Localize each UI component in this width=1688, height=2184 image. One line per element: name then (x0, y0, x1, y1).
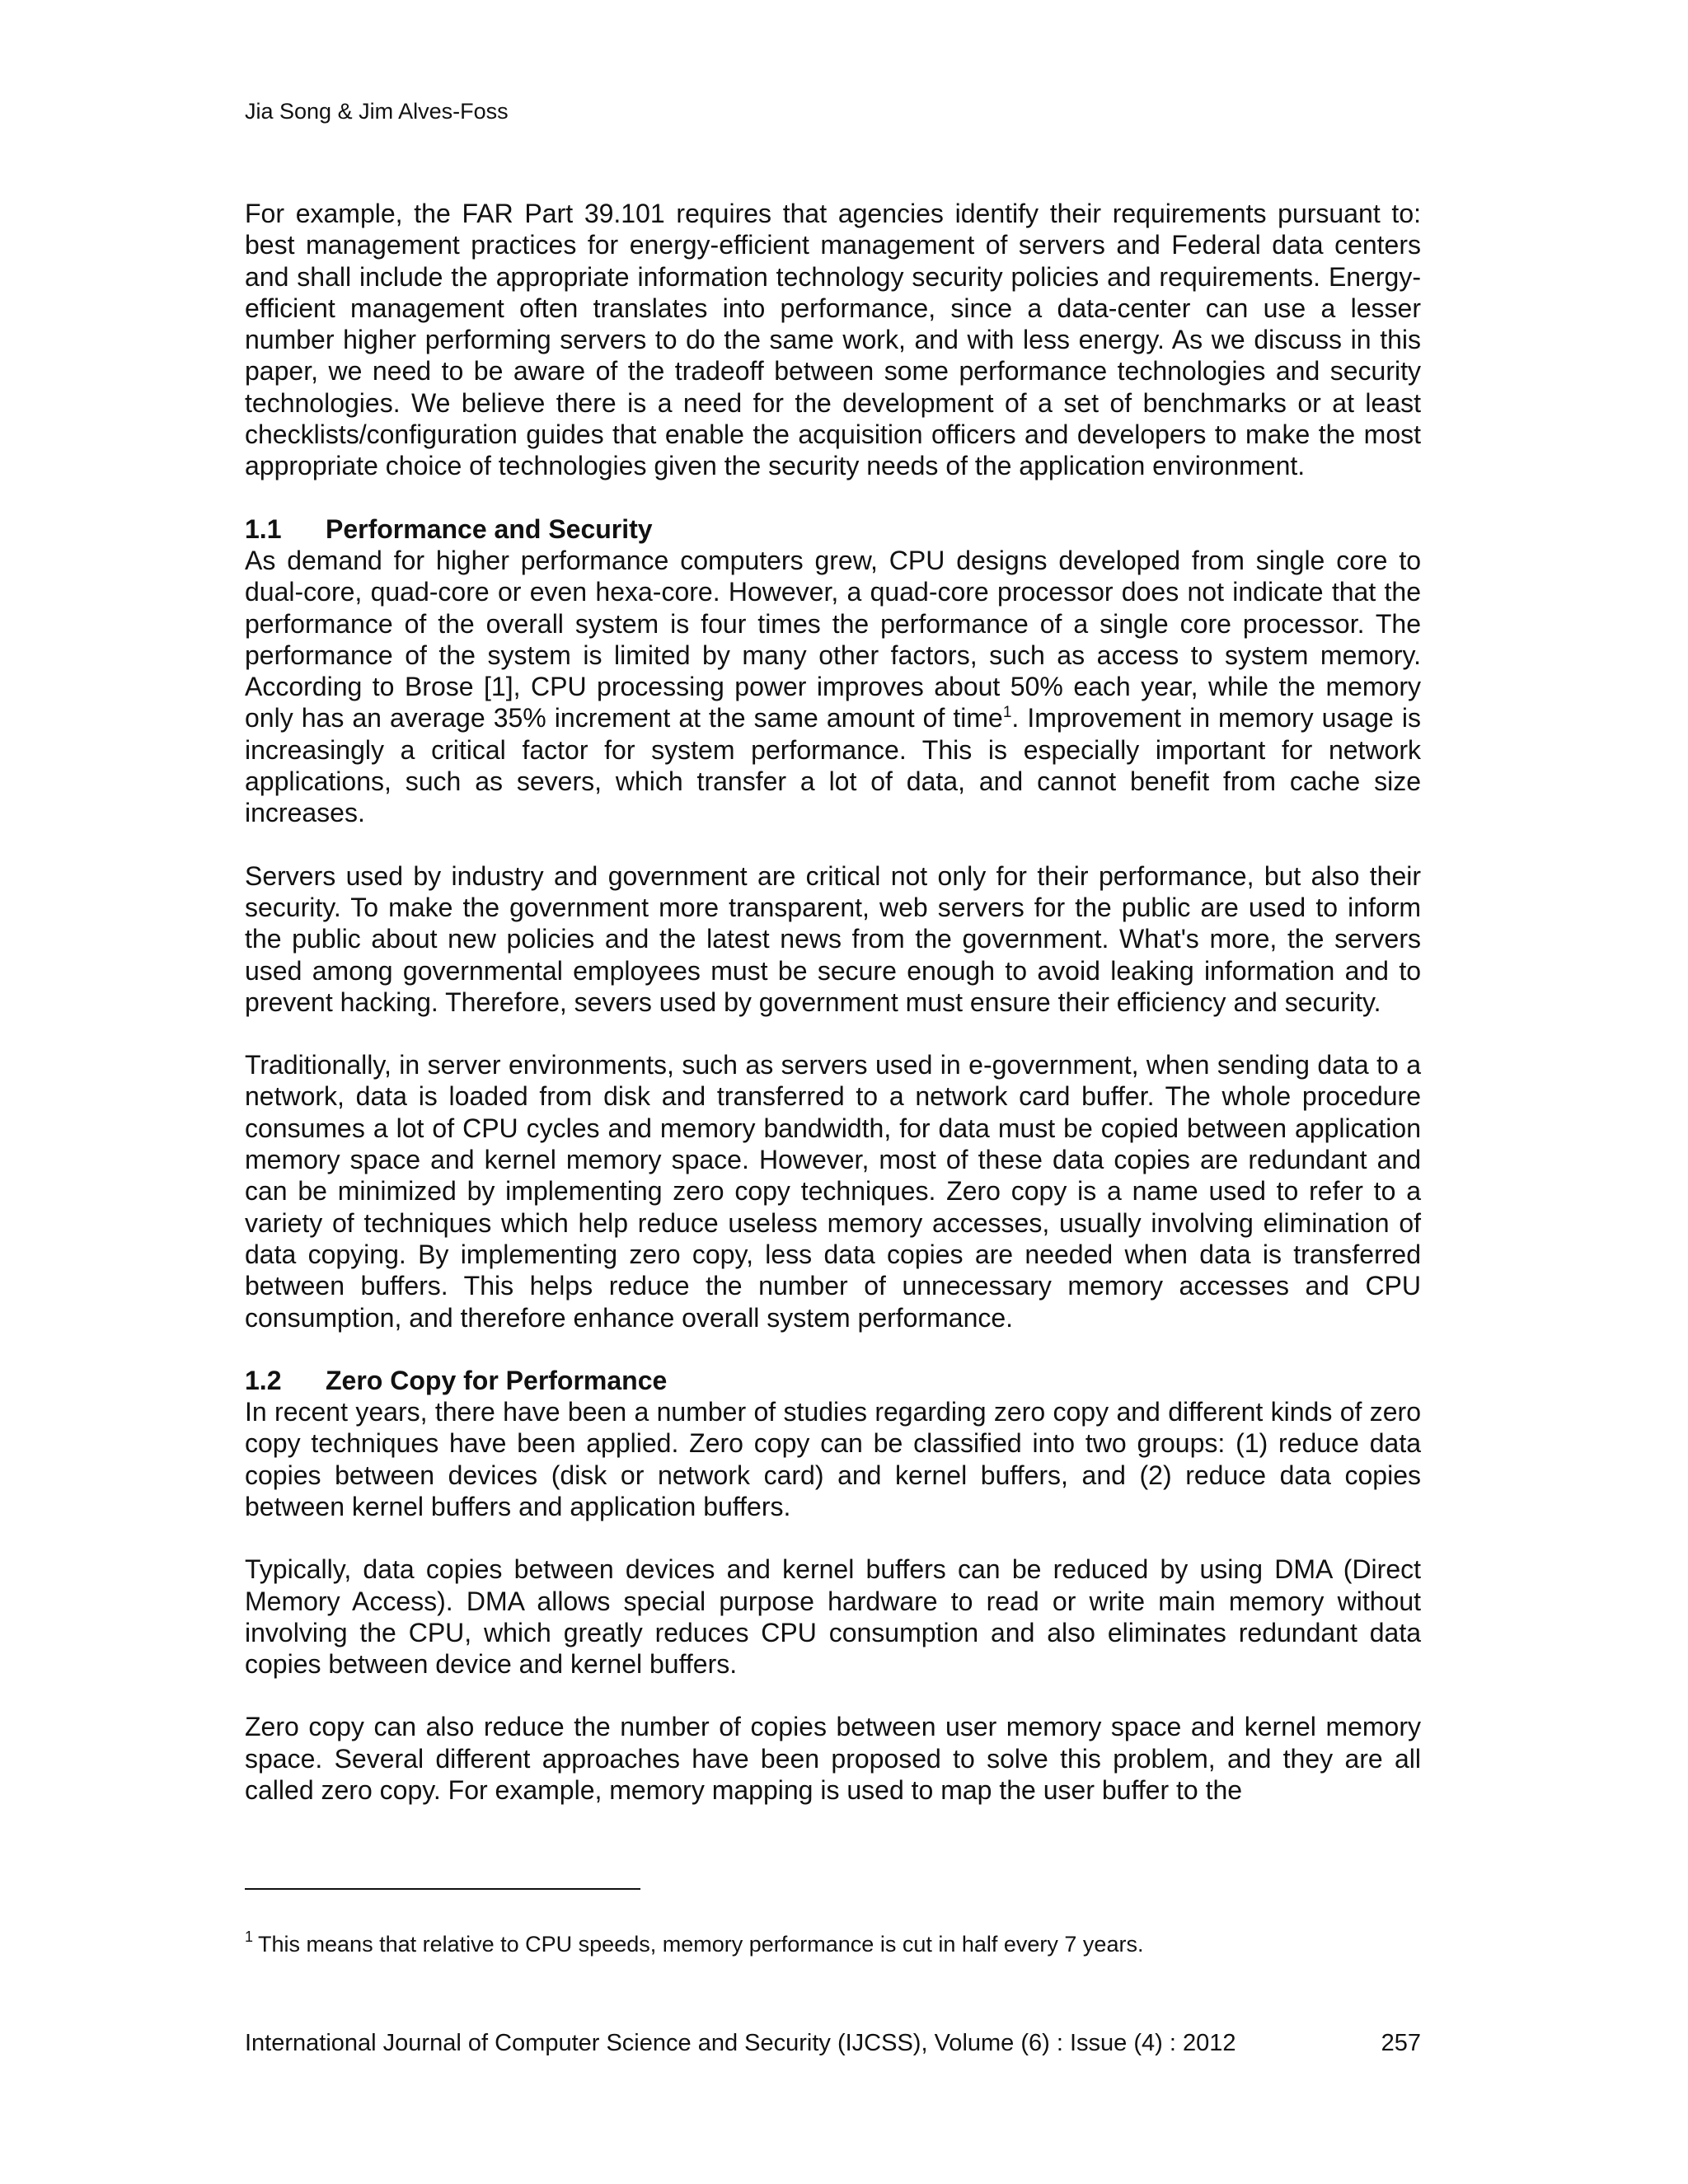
footnote (245, 1930, 1421, 1958)
section-heading-1-1 (245, 513, 1421, 545)
running-header-authors: Jia Song & Jim Alves-Foss (245, 99, 509, 124)
paragraph-text-before-footnote: As demand for higher performance computers grew, CPU designs developed from single core to dual-core, quad-core or even hexa-core. However, a quad-core processor does not indicate that the performance of the overall system is four times the performance of a single core processor. The performance of the system is limited by many other factors, such as access to system memory. According to Brose [1], CPU processing power improves about 50% each year, while the memory only has an average 35% increment at the same amount of time (245, 545, 1421, 733)
section-heading-1-2 (245, 1365, 1421, 1396)
intro-paragraph: For example, the FAR Part 39.101 requires that agencies identify their requirements pursuant to: best management practices for energy-efficient management of servers and Federal data centers and shall include the appropriate information technology security policies and requirements. Energy-efficient management often translates into performance, since a data-center can use a lesser number higher performing servers to do the same work, and with less energy. As we discuss in this paper, we need to be aware of the tradeoff between some performance technologies and security technologies. We believe there is a need for the development of a set of benchmarks or at least checklists/configuration guides that enable the acquisition officers and developers to make the most appropriate choice of technologies given the security needs of the application environment. (245, 199, 1421, 481)
footer-journal-citation: International Journal of Computer Science and Security (IJCSS), Volume (6) : Issue (4) : 2012 (245, 2030, 1236, 2056)
section-1-2-paragraph-1: In recent years, there have been a number of studies regarding zero copy and different kinds of zero copy techniques have been applied. Zero copy can be classified into two groups: (1) reduce data copies between devices (disk or network card) and kernel buffers, and (2) reduce data copies between kernel buffers and application buffers. (245, 1397, 1421, 1521)
paragraph-text-after-footnote: . Improvement in memory usage is increasingly a critical factor for system performance. This is especially important for network applications, such as severs, which transfer a lot of data, and cannot benefit from cache size increases. (245, 703, 1422, 828)
section-number: 1.1 (245, 513, 282, 544)
section-1-1-paragraph-2: Servers used by industry and government are critical not only for their performance, but also their security. To make the government more transparent, web servers for the public are used to inform the public about new policies and the latest news from the government. What's more, the servers used among governmental employees must be secure enough to avoid leaking information and to prevent hacking. Therefore, severs used by government must ensure their efficiency and security. (245, 860, 1421, 1017)
section-1-2-paragraph-2: Typically, data copies between devices and kernel buffers can be reduced by using DMA (Direct Memory Access). DMA allows special purpose hardware to read or write main memory without involving the CPU, which greatly reduces CPU consumption and also eliminates redundant data copies between device and kernel buffers. (245, 1554, 1421, 1680)
footer-page-number: 257 (1381, 2030, 1421, 2056)
footnote-marker: 1 (245, 1929, 254, 1945)
footnote-reference[interactable]: 1 (1002, 704, 1012, 722)
section-1-1-paragraph-1 (245, 545, 1421, 829)
section-title: Zero Copy for Performance (326, 1365, 668, 1395)
body-text (245, 198, 1421, 1806)
section-1-1-paragraph-3: Traditionally, in server environments, such as servers used in e-government, when sending data to a network, data is loaded from disk and transferred to a network card buffer. The whole procedure consumes a lot of CPU cycles and memory bandwidth, for data must be copied between application memory space and kernel memory space. However, most of these data copies are redundant and can be minimized by implementing zero copy techniques. Zero copy is a name used to refer to a variety of techniques which help reduce useless memory accesses, usually involving elimination of data copying. By implementing zero copy, less data copies are needed when data is transferred between buffers. This helps reduce the number of unnecessary memory accesses and CPU consumption, and therefore enhance overall system performance. (245, 1050, 1421, 1333)
section-1-2-paragraph-3: Zero copy can also reduce the number of copies between user memory space and kernel memory space. Several different approaches have been proposed to solve this problem, and they are all called zero copy. For example, memory mapping is used to map the user buffer to the (245, 1712, 1421, 1806)
section-title: Performance and Security (326, 513, 653, 544)
footnote-divider (245, 1888, 640, 1890)
footnote-text: This means that relative to CPU speeds, memory performance is cut in half every 7 years. (258, 1932, 1144, 1957)
section-number: 1.2 (245, 1365, 282, 1395)
